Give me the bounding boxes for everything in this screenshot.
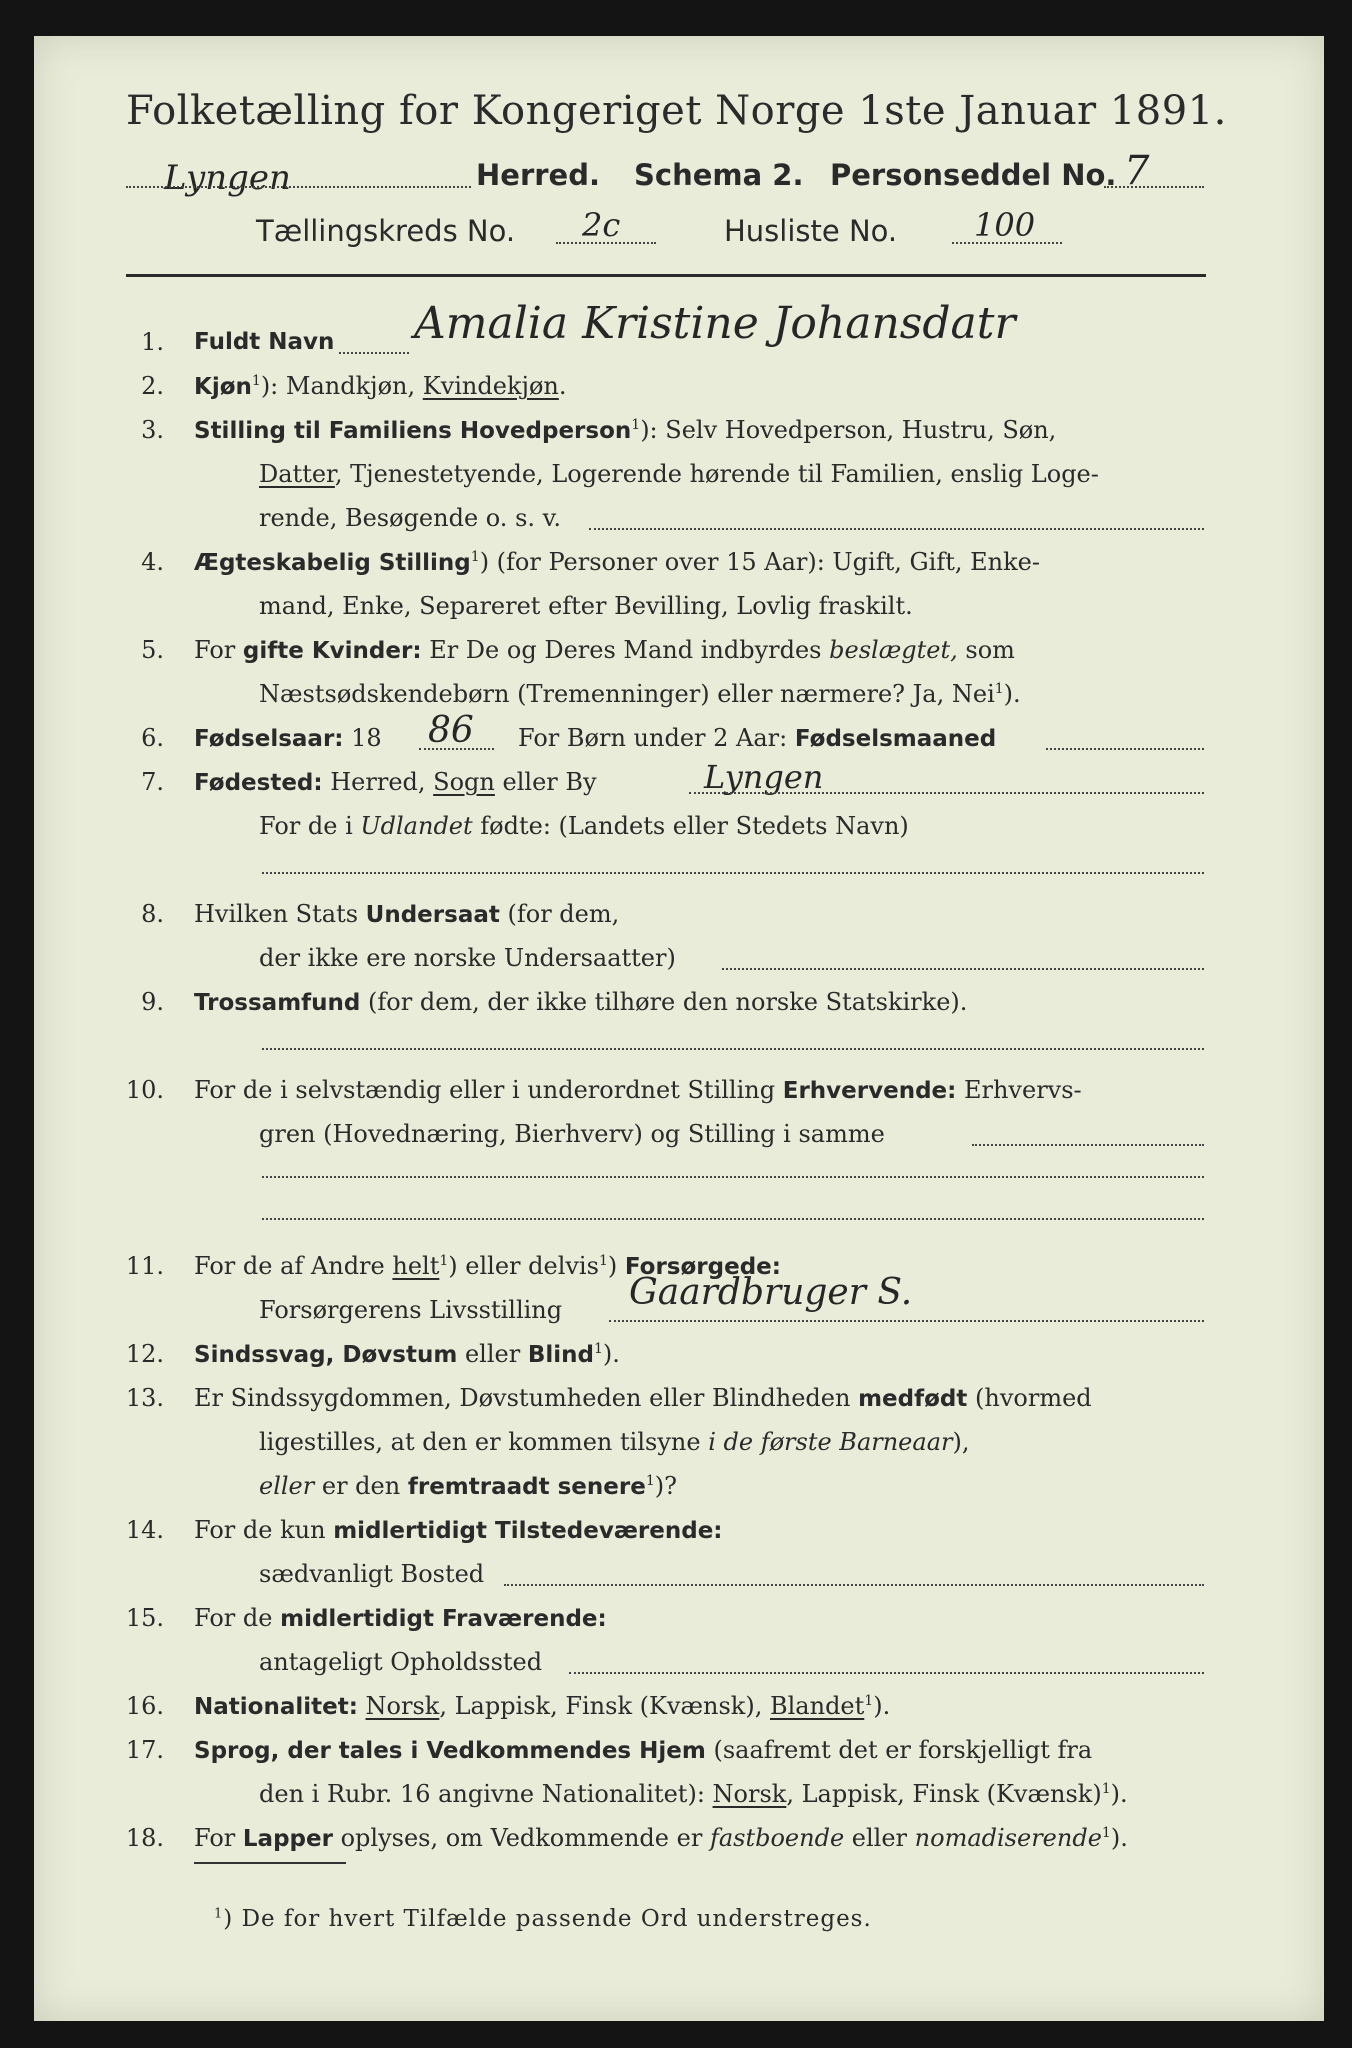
text: For Børn under 2 Aar: [518,724,788,752]
dotted-line [504,1584,1204,1586]
dotted-line [262,1176,1204,1178]
item-line [194,1516,723,1544]
provider-occupation-value: Gaardbruger S. [629,1272,913,1313]
dotted-line [1046,748,1204,750]
item-line [194,1604,607,1632]
nationality-label: Nationalitet: [194,1694,358,1720]
supported-label: Forsørgede: [624,1254,781,1280]
probable-residence-label: antageligt Opholdssted [259,1648,543,1676]
item-line [518,724,996,752]
dotted-line [262,872,1204,874]
dotted-line [589,528,1204,530]
footnote-marker: 1 [1101,1781,1111,1797]
item-number: 18. [125,1824,164,1852]
item-line [259,812,909,840]
birth-year-prefix: 18 [351,724,382,752]
dotted-line [972,1144,1204,1146]
occupation-label: Erhvervende: [782,1078,957,1104]
footnote-marker: 1 [1101,1825,1111,1841]
item-number: 2. [141,372,164,400]
item-number: 6. [141,724,164,752]
item-line [194,1340,620,1368]
text: , Lappisk, Finsk (Kvænsk), [439,1692,763,1720]
birth-year-value: 86 [428,710,474,751]
item-line [259,1780,1128,1808]
text: For de af Andre [194,1252,385,1280]
husliste-dotted-line [952,242,1062,244]
dotted-line [262,1218,1204,1220]
dotted-line [609,1320,1204,1322]
text: eller [851,1824,908,1852]
schema-label: Schema 2. [634,158,804,192]
footnote-marker: 1 [864,1693,874,1709]
text: , Lappisk, Finsk (Kvænsk) [786,1780,1102,1808]
text: (saafremt det er forskjelligt fra [713,1736,1093,1764]
item-line [194,1076,1082,1104]
item-line [194,1736,1092,1764]
text: beslægtet, [829,636,958,664]
item-number: 5. [141,636,164,664]
text: eller [464,1340,521,1368]
text: For de i [259,812,353,840]
text: Erhvervs- [963,1076,1082,1104]
sex-option-female: Kvindekjøn [422,372,559,400]
footnote-marker: 1 [994,681,1004,697]
kreds-label: Tællingskreds No. [256,214,516,248]
citizenship-label: Undersaat [365,902,500,928]
dotted-line [339,352,409,354]
item-number: 17. [125,1736,164,1764]
nationality-option-mixed: Blandet [769,1692,865,1720]
lapps-label: Lapper [242,1826,333,1852]
birthplace-value: Lyngen [704,758,824,796]
relation-text: rende, Besøgende o. s. v. [259,504,561,532]
text: (for dem, der ikke tilhøre den norske Statskirke). [368,988,968,1016]
text: Er Sindssygdommen, Døvstumheden eller Blindheden [194,1384,851,1412]
item-line [259,1472,677,1500]
usual-residence-label: sædvanligt Bosted [259,1560,485,1588]
item-line [194,548,1040,576]
temporary-absent-label: midlertidigt Fraværende: [280,1606,607,1632]
relation-option-daughter: Datter [259,460,335,488]
text: i de første Barneaar [708,1428,953,1456]
congenital-label: medfødt [858,1386,968,1412]
provider-occupation-label: Forsørgerens Livsstilling [259,1296,563,1324]
dotted-line [722,968,1204,970]
full-name-label: Fuldt Navn [194,329,335,355]
personseddel-label: Personseddel No. [830,158,1117,192]
text: For de [194,1604,273,1632]
blind-label: Blind [527,1342,594,1368]
disability-label: Sindssvag, Døvstum [194,1342,458,1368]
birth-month-label: Fødselsmaaned [794,726,997,752]
text: Udlandet [360,812,473,840]
sex-text: ): Mandkjøn, [260,372,416,400]
item-number: 13. [125,1384,164,1412]
later-onset-label: fremtraadt senere [407,1474,646,1500]
text: (hvormed [975,1384,1092,1412]
text: For de kun [194,1516,326,1544]
item-line [194,900,619,928]
full-name-value: Amalia Kristine Johansdatr [414,298,1016,349]
personseddel-value: 7 [1124,148,1150,194]
footnote-text: ) De for hvert Tilfælde passende Ord understreges. [223,1906,872,1932]
herred-dotted-line [126,186,471,188]
item-number: 16. [125,1692,164,1720]
form-title: Folketælling for Kongeriget Norge 1ste Januar 1891. [126,88,1227,134]
text: ). [1110,1824,1128,1852]
text: er den [321,1472,401,1500]
supported-option-fully: helt [392,1252,440,1280]
item-line: Kjøn$^1$): Mandkjøn, Kvindekjøn. [194,372,567,400]
text: ). [1003,680,1021,708]
citizenship-text: der ikke ere norske Undersaatter) [259,944,676,972]
item-number: 3. [141,416,164,444]
text: fastboende [709,1824,845,1852]
temporary-present-label: midlertidigt Tilstedeværende: [333,1518,723,1544]
text: nomadiserende [914,1824,1102,1852]
text: oplyses, om Vedkommende er [340,1824,703,1852]
occupation-text: gren (Hovednæring, Bierhverv) og Stilling i samme [259,1120,885,1148]
kreds-dotted-line [556,242,656,244]
birthplace-label: Fødested: [194,770,323,796]
relation-label: Stilling til Familiens Hovedperson [194,418,632,444]
header-rule [126,274,1206,277]
sex-label: Kjøn [194,374,252,400]
dotted-line [262,1048,1204,1050]
item-number: 8. [141,900,164,928]
text: ligestilles, at den er kommen tilsyne [259,1428,701,1456]
text: ). [873,1692,891,1720]
footnote-marker: 1 [593,1341,603,1357]
herred-value: Lyngen [164,158,291,198]
kreds-value: 2c [582,206,621,244]
footnote-marker: 1 [645,1473,655,1489]
text: eller By [502,768,597,796]
footnote-marker: 1 [631,417,641,433]
personseddel-dotted-line [1104,186,1204,188]
text: For [194,1824,236,1852]
census-form-sheet [34,36,1324,2021]
item-line [194,416,1056,444]
text: ). [602,1340,620,1368]
text: eller [259,1472,315,1500]
item-line [194,1692,890,1720]
text: ), [952,1428,970,1456]
item-number: 7. [141,768,164,796]
text: For de i selvstændig eller i underordnet Stilling [194,1076,776,1104]
item-line [194,1824,1128,1852]
relation-text: ): Selv Hovedperson, Hustru, Søn, [640,416,1057,444]
text: som [965,636,1015,664]
footnote-marker: 1 [470,549,480,565]
dotted-line [419,748,494,750]
footnote-marker: 1 [214,1906,224,1922]
item-line [194,768,597,796]
marital-text: ) (for Personer over 15 Aar): Ugift, Gift, Enke- [479,548,1040,576]
item-line [194,724,382,752]
dotted-line [689,792,1204,794]
item-number: 12. [125,1340,164,1368]
religion-label: Trossamfund [194,990,361,1016]
language-option-norwegian: Norsk [712,1780,787,1808]
birth-year-label: Fødselsaar: [194,726,344,752]
text: For [194,636,236,664]
item-number: 11. [125,1252,164,1280]
item-number: 4. [141,548,164,576]
item-line [259,1428,969,1456]
item-line [194,1384,1092,1412]
relation-text: , Tjenestetyende, Logerende hørende til Familien, enslig Loge- [334,460,1099,488]
language-label: Sprog, der tales i Vedkommendes Hjem [194,1738,706,1764]
text: ). [1110,1780,1128,1808]
footnote-marker: 1 [251,373,261,389]
item-line [194,636,1015,664]
text: ) eller delvis [448,1252,599,1280]
text: fødte: (Landets eller Stedets Navn) [480,812,909,840]
footnote [214,1906,872,1932]
item-number: 15. [125,1604,164,1632]
herred-label: Herred. [476,158,600,192]
marital-label: Ægteskabelig Stilling [194,550,471,576]
text: Hvilken Stats [194,900,359,928]
husliste-label: Husliste No. [724,214,898,248]
dotted-line [569,1672,1204,1674]
text: Næstsødskendebørn (Tremenninger) eller nærmere? Ja, Nei [259,680,995,708]
footnote-marker: 1 [598,1253,608,1269]
item-number: 14. [125,1516,164,1544]
item-number: 10. [125,1076,164,1104]
text: Er De og Deres Mand indbyrdes [429,636,822,664]
item-line [259,680,1021,708]
text: den i Rubr. 16 angivne Nationalitet): [259,1780,705,1808]
husliste-value: 100 [974,206,1036,244]
married-women-label: gifte Kvinder: [242,638,422,664]
marital-text: mand, Enke, Separeret efter Bevilling, Lovlig fraskilt. [259,592,913,620]
item-number: 1. [141,328,164,356]
text: (for dem, [507,900,620,928]
footnote-marker: 1 [439,1253,449,1269]
item-line [194,988,967,1016]
text: )? [654,1472,677,1500]
nationality-option-norwegian: Norsk [365,1692,440,1720]
text: Herred, [330,768,426,796]
item-number: 9. [141,988,164,1016]
text: ) [607,1252,618,1280]
item-line [259,460,1099,488]
footnote-divider [194,1862,346,1864]
birthplace-option-parish: Sogn [433,768,495,796]
